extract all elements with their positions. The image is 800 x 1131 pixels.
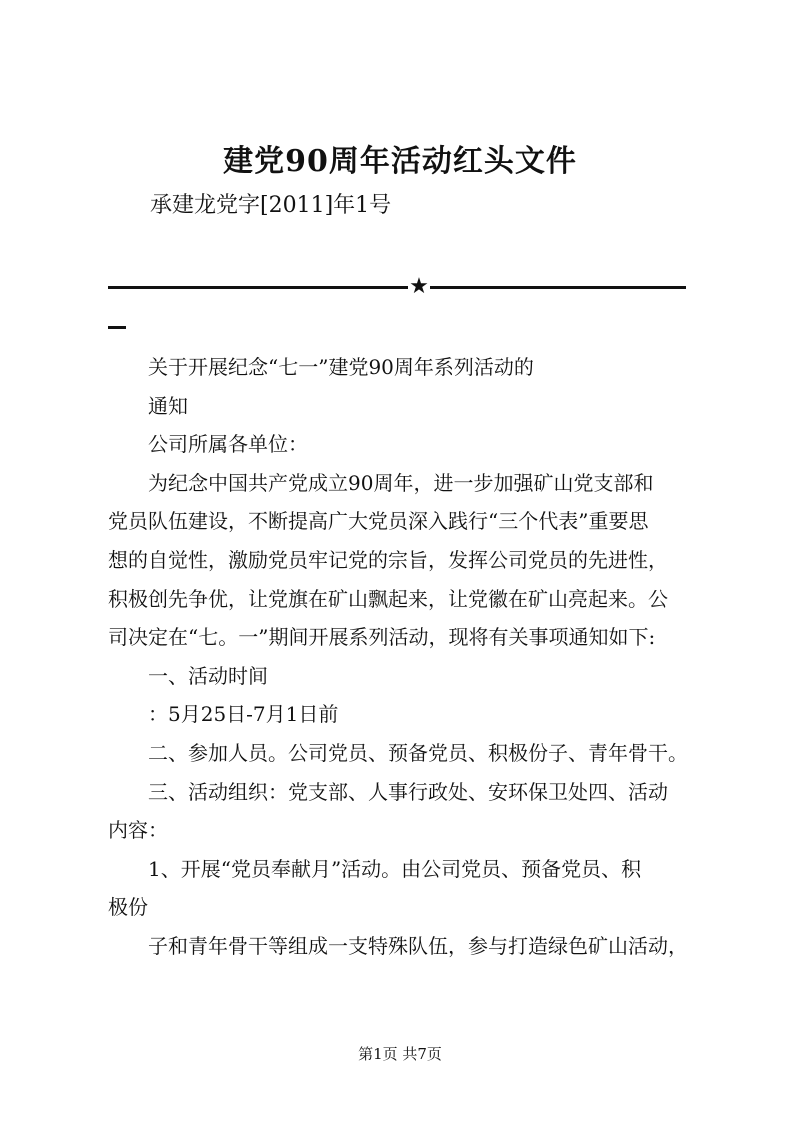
paragraph-line: 内容： [108,818,168,843]
salutation: 公司所属各单位： [148,432,308,457]
document-number: 承建龙党字[2011]年1号 [150,193,392,218]
paragraph-line: 积极创先争优，让党旗在矿山飘起来，让党徽在矿山亮起来。公 [108,586,668,611]
activity-item-1: 1、开展“党员奉献月”活动。由公司党员、预备党员、积 [148,856,642,881]
notice-heading-line-1: 关于开展纪念“七一”建党90周年系列活动的 [148,355,534,379]
notice-heading-line-2: 通知 [148,393,188,418]
page-footer: 第1页 共7页 [358,1045,442,1063]
document-body [108,348,708,966]
section-organization: 三、活动组织：党支部、人事行政处、安环保卫处四、活动 [148,779,668,804]
header-rule-tail [108,326,126,329]
star-icon: ★ [409,274,429,299]
document-title: 建党90周年活动红头文件 [223,144,577,179]
paragraph-line: 子和青年骨干等组成一支特殊队伍，参与打造绿色矿山活动， [148,933,688,958]
section-participants: 二、参加人员。公司党员、预备党员、积极份子、青年骨干。 [148,740,688,765]
paragraph-line: 党员队伍建设，不断提高广大党员深入践行“三个代表”重要思 [108,509,649,534]
paragraph-line: 司决定在“七。一”期间开展系列活动，现将有关事项通知如下: [108,625,656,650]
paragraph-line: 为纪念中国共产党成立90周年，进一步加强矿山党支部和 [148,470,654,495]
section-heading-time: 一、活动时间 [148,663,268,688]
header-rule-right [430,286,686,289]
paragraph-line: 极份 [108,895,148,920]
header-rule-left [108,286,408,289]
section-time-value: ：5月25日-7月1日前 [148,702,339,727]
paragraph-line: 想的自觉性，激励党员牢记党的宗旨，发挥公司党员的先进性， [108,547,668,572]
